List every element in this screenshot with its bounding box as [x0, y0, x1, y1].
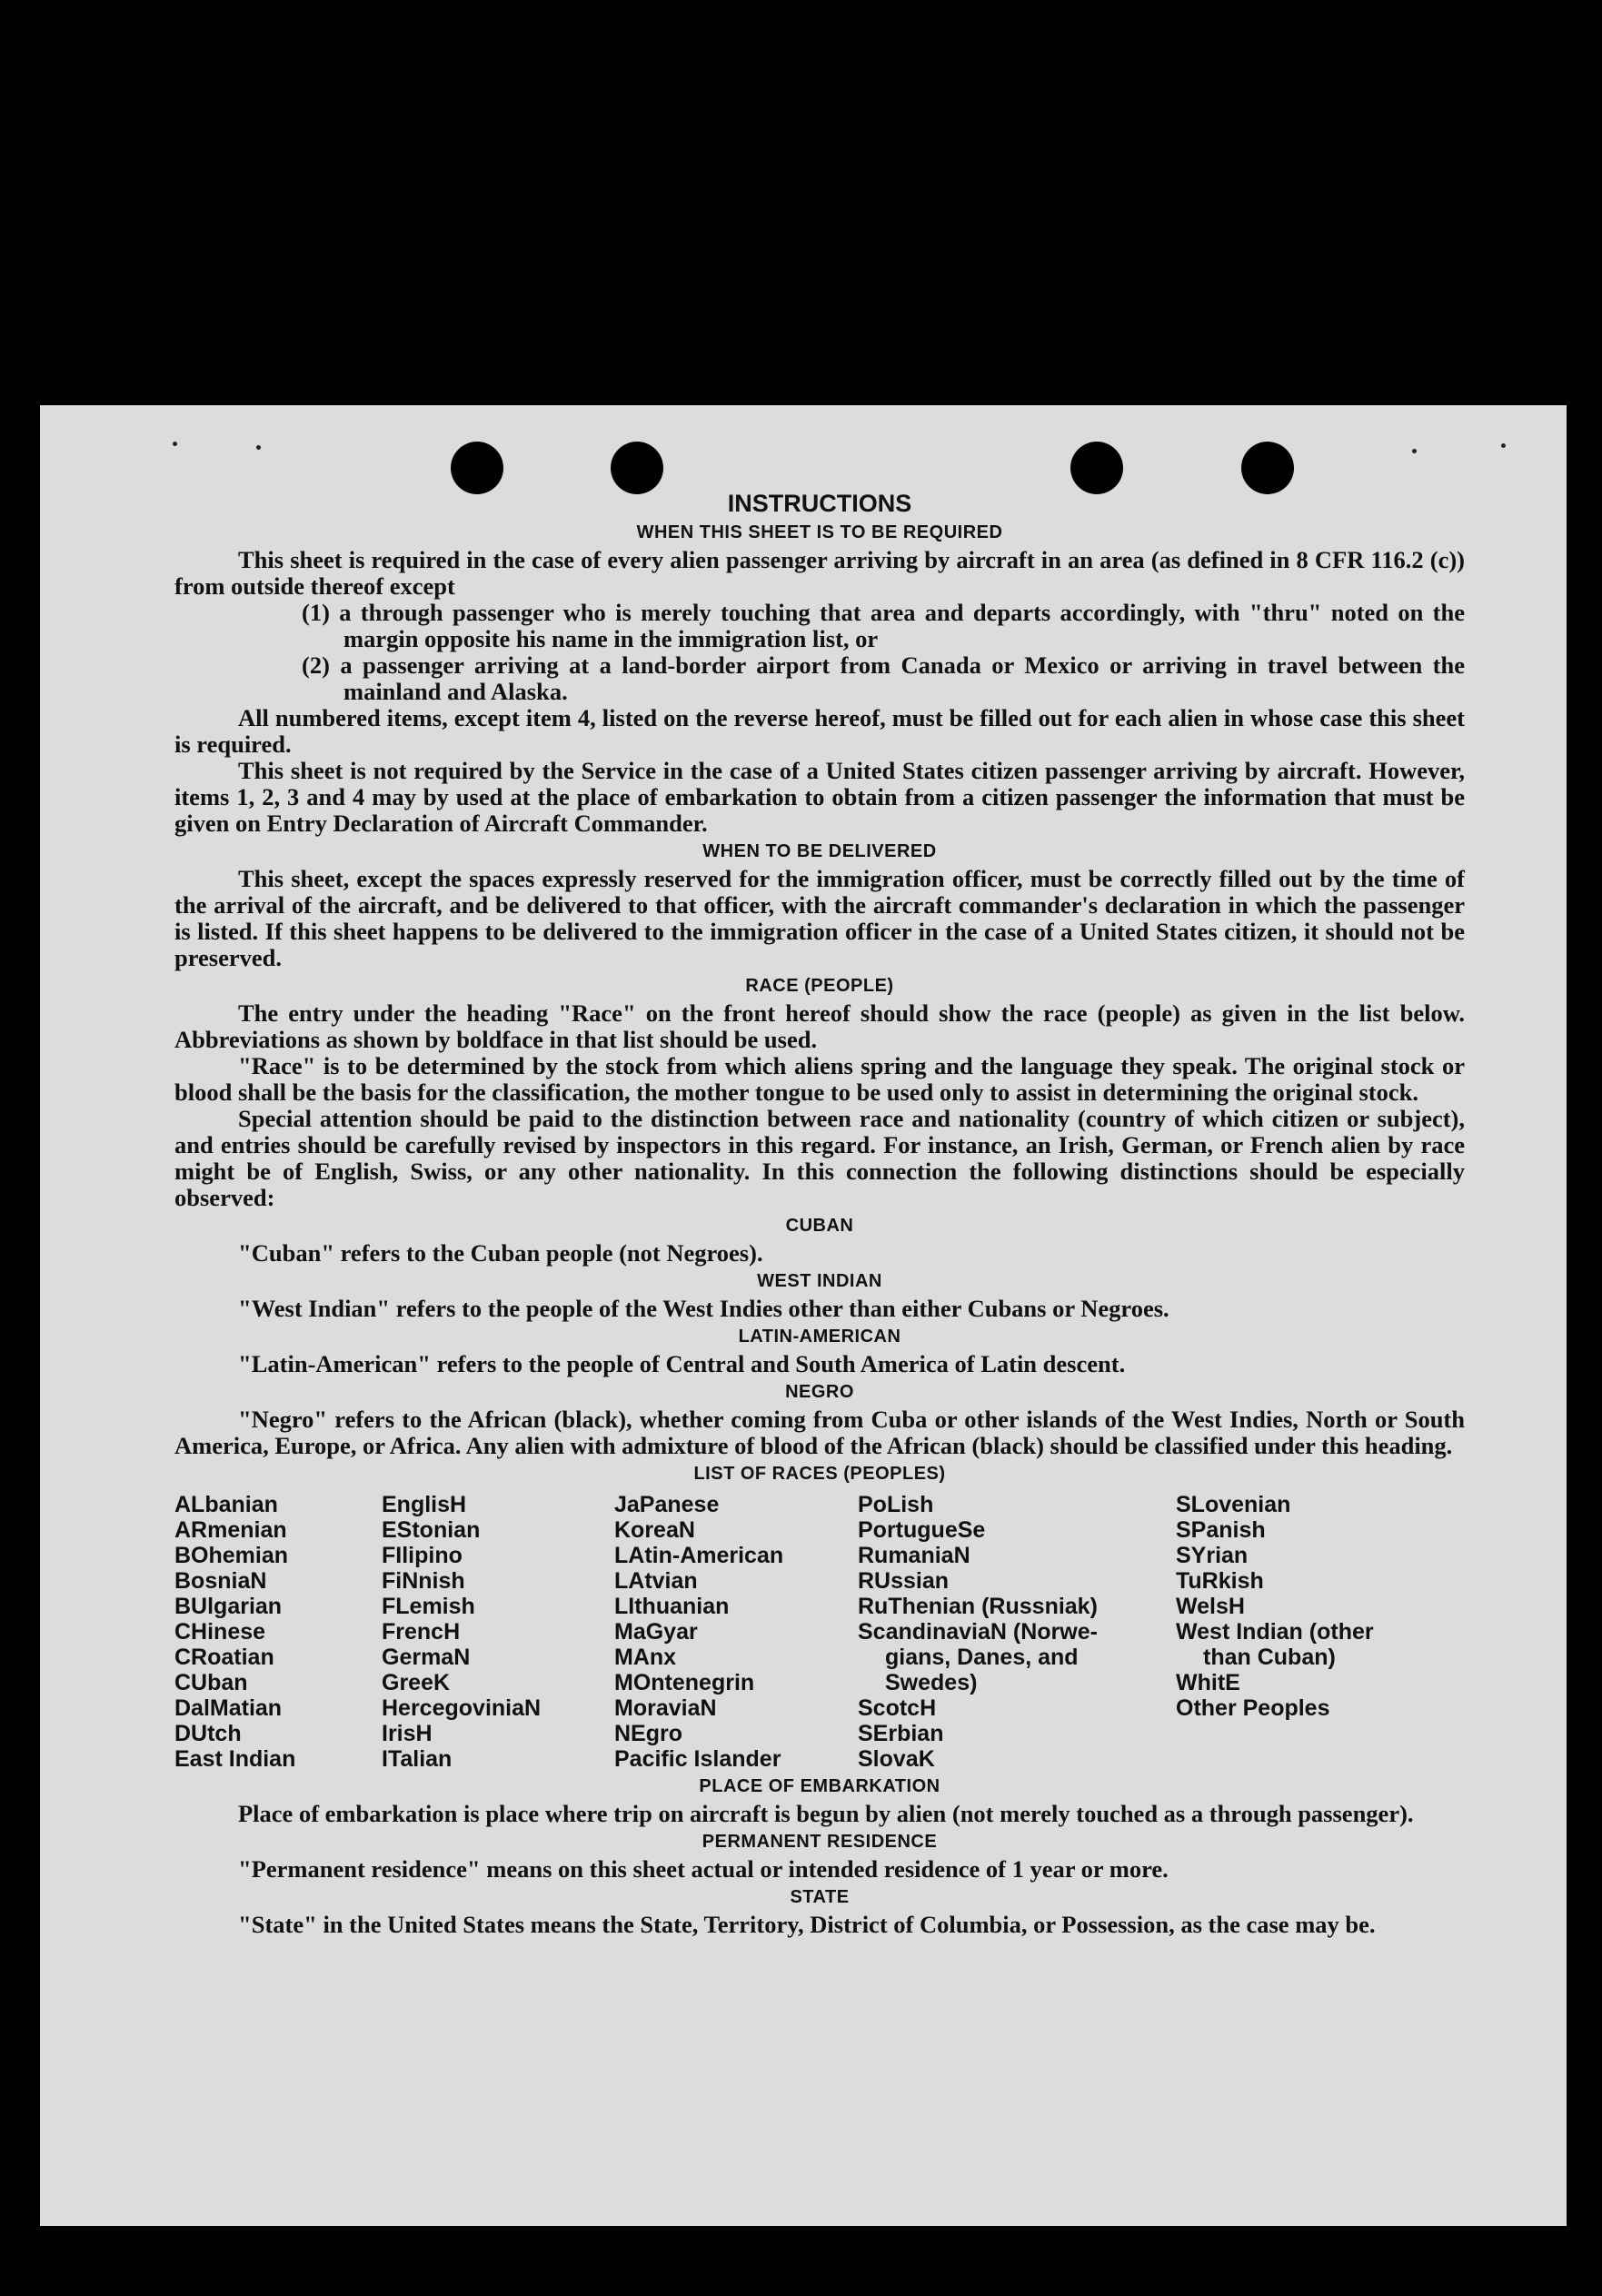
section-heading: WEST INDIAN: [757, 1271, 882, 1291]
race-item: RuThenian (Russniak): [858, 1594, 1098, 1619]
section-heading: PERMANENT RESIDENCE: [701, 1832, 938, 1852]
race-column: [1176, 1492, 1448, 1772]
paragraph: "Race" is to be determined by the stock from which aliens spring and the language they speak. The original stock or blood shall be the basis for the classification, the mother tongue to be used only to assist in determining the original stock.: [174, 1052, 1465, 1106]
race-column: [382, 1492, 614, 1772]
race-item: DUtch: [174, 1721, 242, 1746]
list-item: (1) a through passenger who is merely touching that area and departs accordingly, with "thru" noted on the margin opposite his name in the immigration list, or: [302, 599, 1465, 652]
race-item: ITalian: [382, 1746, 453, 1772]
paragraph: "Negro" refers to the African (black), whether coming from Cuba or other islands of the West Indies, North or South America, Europe, or Africa. Any alien with admixture of blood of the African (black) should be classified under this heading.: [174, 1406, 1465, 1459]
race-item: LAtvian: [614, 1568, 698, 1594]
race-item: MoraviaN: [614, 1695, 717, 1721]
race-item: LIthuanian: [614, 1594, 730, 1619]
paragraph: "Permanent residence" means on this sheet actual or intended residence of 1 year or more.: [238, 1855, 1169, 1883]
race-item: SErbian: [858, 1721, 944, 1746]
punch-hole: [611, 442, 663, 494]
section-heading: LIST OF RACES (PEOPLES): [693, 1464, 946, 1484]
speck: [173, 442, 177, 446]
paragraph: All numbered items, except item 4, listed on the reverse hereof, must be filled out for each alien in whose case this sheet is required.: [174, 704, 1465, 758]
race-item: SlovaK: [858, 1746, 935, 1772]
race-item: BosniaN: [174, 1568, 267, 1594]
race-item: EnglisH: [382, 1492, 467, 1517]
section-heading: CUBAN: [785, 1216, 854, 1236]
section-heading: PLACE OF EMBARKATION: [699, 1776, 940, 1796]
paragraph: This sheet, except the spaces expressly reserved for the immigration officer, must be correctly filled out by the time of the arrival of the aircraft, and be delivered to that officer, with the aircraft commander's declaration in which the passenger is listed. If this sheet happens to be delivered to the immigration officer in the case of a United States citizen, it should not be preserved.: [174, 865, 1465, 971]
race-item: SYrian: [1176, 1543, 1249, 1568]
speck: [256, 445, 261, 450]
race-column: [614, 1492, 858, 1772]
section-heading: RACE (PEOPLE): [745, 976, 894, 996]
speck: [1412, 449, 1417, 453]
race-item: TuRkish: [1176, 1568, 1264, 1594]
paragraph: "West Indian" refers to the people of the West Indies other than either Cubans or Negroes.: [238, 1295, 1169, 1322]
race-item: RUssian: [858, 1568, 950, 1594]
race-item: PoLish: [858, 1492, 934, 1517]
paragraph: "State" in the United States means the State, Territory, District of Columbia, or Possession, as the case may be.: [238, 1911, 1376, 1938]
speck: [1501, 443, 1506, 448]
race-item: Swedes): [885, 1670, 978, 1695]
section-heading: STATE: [790, 1887, 850, 1907]
race-column: [858, 1492, 1176, 1772]
race-item: West Indian (other: [1176, 1619, 1374, 1645]
race-item: gians, Danes, and: [885, 1645, 1079, 1670]
paragraph: Special attention should be paid to the distinction between race and nationality (country of which citizen or subject), and entries should be carefully revised by inspectors in this regard. For instance, an Irish, German, or French alien by race might be of English, Swiss, or any other nationality. In this connection the following distinctions should be especially observed:: [174, 1105, 1465, 1211]
instructions-content: [174, 489, 1465, 1938]
race-item: EStonian: [382, 1517, 481, 1543]
race-item: SPanish: [1176, 1517, 1266, 1543]
race-item: GermaN: [382, 1645, 471, 1670]
race-item: CUban: [174, 1670, 248, 1695]
paragraph: "Latin-American" refers to the people of Central and South America of Latin descent.: [238, 1350, 1126, 1377]
punch-hole: [1241, 442, 1294, 494]
race-item: FrencH: [382, 1619, 461, 1645]
race-item: WelsH: [1176, 1594, 1245, 1619]
race-item: BUlgarian: [174, 1594, 283, 1619]
section-heading: WHEN THIS SHEET IS TO BE REQUIRED: [636, 522, 1003, 542]
race-item: East Indian: [174, 1746, 296, 1772]
page-title: INSTRUCTIONS: [727, 490, 912, 517]
race-item: MOntenegrin: [614, 1670, 755, 1695]
race-item: GreeK: [382, 1670, 451, 1695]
race-item: CRoatian: [174, 1645, 274, 1670]
section-heading: NEGRO: [785, 1382, 854, 1402]
race-item: MaGyar: [614, 1619, 698, 1645]
race-item: ScotcH: [858, 1695, 937, 1721]
race-item: LAtin-American: [614, 1543, 784, 1568]
section-heading: LATIN-AMERICAN: [738, 1327, 901, 1347]
race-list: [174, 1492, 1465, 1772]
punch-hole: [1070, 442, 1123, 494]
section-heading: WHEN TO BE DELIVERED: [702, 841, 937, 861]
race-item: PortugueSe: [858, 1517, 986, 1543]
race-item: MAnx: [614, 1645, 677, 1670]
race-item: JaPanese: [614, 1492, 720, 1517]
race-item: than Cuban): [1203, 1645, 1336, 1670]
race-item: FLemish: [382, 1594, 475, 1619]
race-item: CHinese: [174, 1619, 266, 1645]
race-item: HercegoviniaN: [382, 1695, 542, 1721]
race-item: FiNnish: [382, 1568, 465, 1594]
race-item: KoreaN: [614, 1517, 695, 1543]
race-item: IrisH: [382, 1721, 433, 1746]
race-item: Pacific Islander: [614, 1746, 781, 1772]
paragraph: "Cuban" refers to the Cuban people (not Negroes).: [238, 1239, 763, 1267]
race-item: NEgro: [614, 1721, 682, 1746]
list-item: (2) a passenger arriving at a land-border airport from Canada or Mexico or arriving in travel between the mainland and Alaska.: [302, 651, 1465, 705]
race-item: ScandinaviaN (Norwe-: [858, 1619, 1098, 1645]
race-item: RumaniaN: [858, 1543, 970, 1568]
paragraph: This sheet is required in the case of every alien passenger arriving by aircraft in an area (as defined in 8 CFR 116.2 (c)) from outside thereof except: [174, 546, 1465, 600]
race-item: BOhemian: [174, 1543, 289, 1568]
race-item: Other Peoples: [1176, 1695, 1330, 1721]
punch-hole: [451, 442, 503, 494]
race-item: DalMatian: [174, 1695, 283, 1721]
paragraph: This sheet is not required by the Service in the case of a United States citizen passenger arriving by aircraft. However, items 1, 2, 3 and 4 may by used at the place of embarkation to obtain from a citizen passenger the information that must be given on Entry Declaration of Aircraft Commander.: [174, 757, 1465, 837]
race-item: FIlipino: [382, 1543, 463, 1568]
paragraph: Place of embarkation is place where trip on aircraft is begun by alien (not merely touched as a through passenger).: [238, 1800, 1414, 1827]
race-item: SLovenian: [1176, 1492, 1291, 1517]
race-item: ARmenian: [174, 1517, 287, 1543]
paragraph: The entry under the heading "Race" on the front hereof should show the race (people) as given in the list below. Abbreviations as shown by boldface in that list should be used.: [174, 999, 1465, 1053]
race-column: [174, 1492, 382, 1772]
race-item: ALbanian: [174, 1492, 278, 1517]
race-item: WhitE: [1176, 1670, 1240, 1695]
document-sheet: [40, 405, 1567, 2226]
